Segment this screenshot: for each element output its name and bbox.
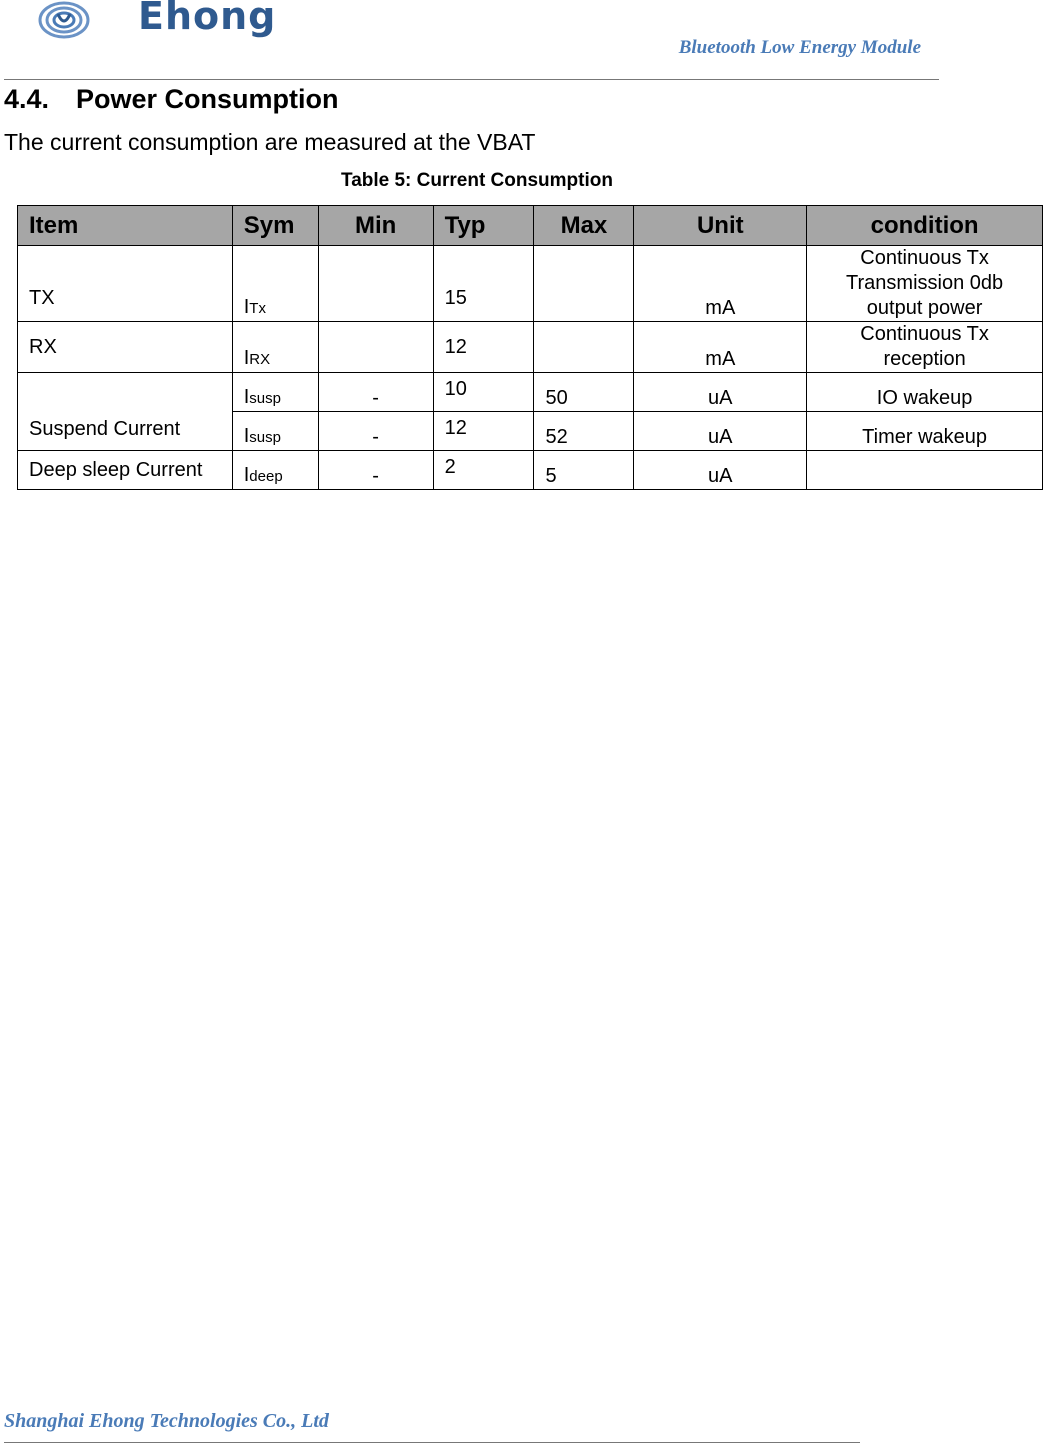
sym-sub: susp: [249, 429, 281, 446]
sym-main: I: [243, 296, 250, 318]
ehong-logo-icon: [38, 0, 90, 40]
sym-sub: Tx: [249, 300, 266, 317]
header-condition: condition: [807, 206, 1043, 246]
condition-line: Continuous Tx: [860, 247, 989, 269]
header-typ: Typ: [433, 206, 534, 246]
cell-unit: uA: [634, 412, 807, 451]
sym-main: I: [243, 464, 250, 486]
table-header-row: [18, 206, 1043, 246]
sym-sub: susp: [249, 390, 281, 407]
cell-condition: [807, 451, 1043, 490]
cell-item: RX: [18, 322, 233, 373]
header-max: Max: [534, 206, 634, 246]
cell-min: -: [318, 451, 433, 490]
section-heading: [4, 84, 339, 115]
header-sym: Sym: [232, 206, 318, 246]
footer-divider: [4, 1442, 860, 1443]
logo-wordmark: Ehong: [138, 0, 277, 38]
cell-unit: mA: [634, 322, 807, 373]
cell-max: 50: [534, 373, 634, 412]
cell-min: [318, 246, 433, 322]
cell-typ: 2: [433, 451, 534, 490]
condition-line: Transmission 0db: [846, 272, 1004, 294]
cell-min: -: [318, 412, 433, 451]
cell-typ: 15: [433, 246, 534, 322]
condition-line: reception: [883, 348, 966, 370]
cell-item: Suspend Current: [18, 373, 233, 451]
sym-main: I: [243, 425, 250, 447]
condition-line: output power: [866, 297, 983, 319]
cell-condition: IO wakeup: [807, 373, 1043, 412]
ehong-logo: [38, 0, 277, 44]
sym-main: I: [243, 386, 250, 408]
table-row: [18, 373, 1043, 412]
table-row: [18, 451, 1043, 490]
cell-min: [318, 322, 433, 373]
header-divider: [4, 79, 939, 80]
doc-header-title: Bluetooth Low Energy Module: [678, 37, 921, 58]
cell-typ: 10: [433, 373, 534, 412]
cell-unit: mA: [634, 246, 807, 322]
cell-unit: uA: [634, 451, 807, 490]
cell-item: Deep sleep Current: [18, 451, 233, 490]
footer-company: Shanghai Ehong Technologies Co., Ltd: [4, 1410, 329, 1432]
cell-sym: [232, 451, 318, 490]
sym-sub: deep: [249, 468, 283, 485]
header-min: Min: [318, 206, 433, 246]
cell-condition: Timer wakeup: [807, 412, 1043, 451]
sym-main: I: [243, 347, 250, 369]
intro-paragraph: The current consumption are measured at the VBAT: [4, 129, 536, 155]
header-item: Item: [18, 206, 233, 246]
current-consumption-table: [17, 205, 1043, 490]
cell-condition: [807, 322, 1043, 373]
table-caption: Table 5: Current Consumption: [341, 170, 613, 191]
section-number: 4.4.: [4, 84, 50, 114]
table-row: [18, 322, 1043, 373]
condition-line: Continuous Tx: [860, 323, 989, 345]
cell-typ: 12: [433, 322, 534, 373]
cell-item: TX: [18, 246, 233, 322]
cell-sym: [232, 246, 318, 322]
cell-sym: [232, 412, 318, 451]
cell-typ: 12: [433, 412, 534, 451]
header-unit: Unit: [634, 206, 807, 246]
cell-max: 5: [534, 451, 634, 490]
table-row: [18, 246, 1043, 322]
cell-condition: [807, 246, 1043, 322]
cell-min: -: [318, 373, 433, 412]
section-title-text: Power Consumption: [76, 84, 339, 114]
sym-sub: RX: [249, 351, 271, 368]
cell-sym: [232, 373, 318, 412]
cell-sym: [232, 322, 318, 373]
cell-max: [534, 246, 634, 322]
cell-unit: uA: [634, 373, 807, 412]
cell-max: [534, 322, 634, 373]
cell-max: 52: [534, 412, 634, 451]
